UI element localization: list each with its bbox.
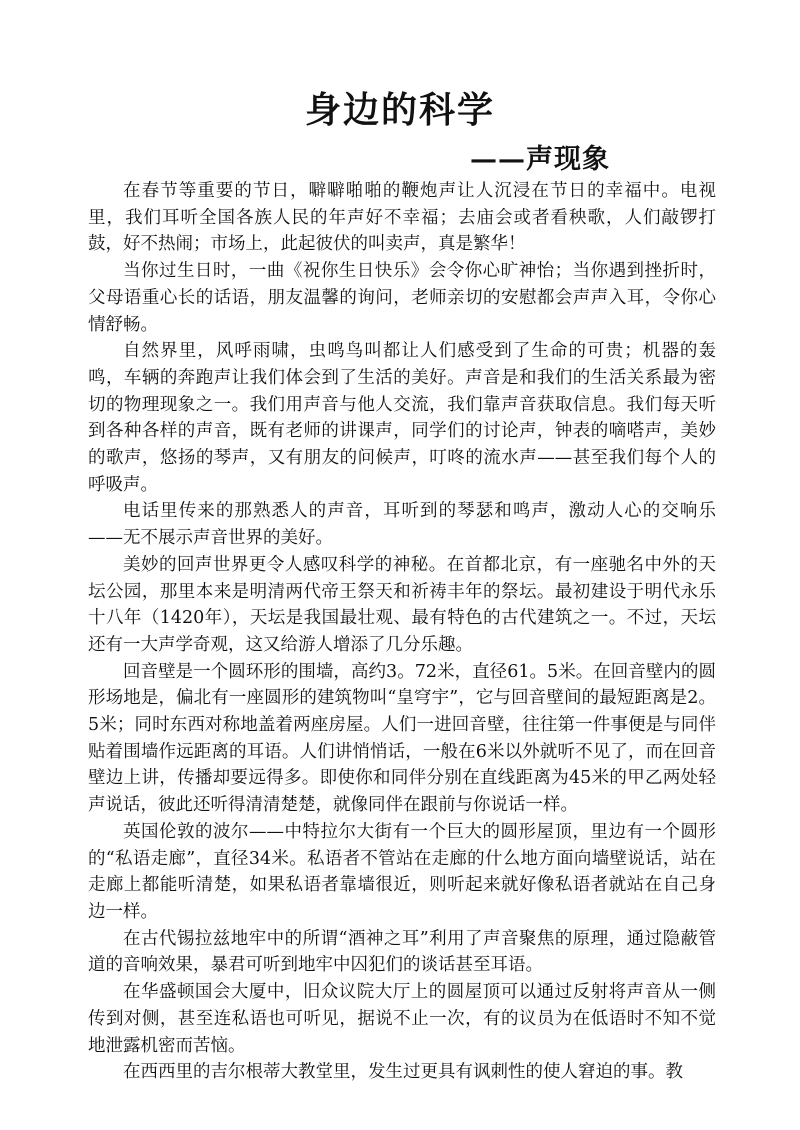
- paragraph: 自然界里，风呼雨啸，虫鸣鸟叫都让人们感受到了生命的可贵；机器的轰鸣，车辆的奔跑声让我们体会到了生活的美好。声音是和我们的生活关系最为密切的物理现象之一。我们用声音与他人交流，我们靠声音获取信息。我们每天听到各种各样的声音，既有老师的讲课声，同学们的讨论声，钟表的嘀嗒声，美妙的歌声，悠扬的琴声，又有朋友的问候声，叮咚的流水声——甚至我们每个人的呼吸声。: [88, 341, 716, 495]
- page-title: 身边的科学: [304, 89, 495, 131]
- paragraph: 当你过生日时，一曲《祝你生日快乐》会令你心旷神怡；当你遇到挫折时，父母语重心长的话语，朋友温馨的询问，老师亲切的安慰都会声声入耳，令你心情舒畅。: [88, 261, 716, 335]
- page-subtitle: ——声现象: [470, 144, 610, 175]
- paragraph: 回音壁是一个圆环形的围墙，高约3。72米，直径61。5米。在回音壁内的圆形场地是，偏北有一座圆形的建筑物叫“皇穹宇”，它与回音壁间的最短距离是2。5米；同时东西对称地盖着两座房屋。人们一进回音壁，往往第一件事便是与同伴贴着围墙作远距离的耳语。人们讲悄悄话，一般在6米以外就听不见了，而在回音壁边上讲，传播却要远得多。即使你和同伴分别在直线距离为45米的甲乙两处轻声说话，彼此还听得清清楚楚，就像同伴在跟前与你说话一样。: [88, 661, 716, 816]
- paragraph: 美妙的回声世界更令人感叹科学的神秘。在首都北京，有一座驰名中外的天坛公园，那里本来是明清两代帝王祭天和祈祷丰年的祭坛。最初建设于明代永乐十八年（1420年），天坛是我国最壮观、最有特色的古代建筑之一。不过，天坛还有一大声学奇观，这又给游人增添了几分乐趣。: [88, 554, 716, 655]
- paragraph: 在古代锡拉兹地牢中的所谓“酒神之耳”利用了声音聚焦的原理，通过隐蔽管道的音响效果，暴君可听到地牢中囚犯们的谈话甚至耳语。: [88, 928, 716, 976]
- paragraph: 英国伦敦的波尔——中特拉尔大街有一个巨大的圆形屋顶，里边有一个圆形的“私语走廊”，直径34米。私语者不管站在走廊的什么地方面向墙壁说话，站在走廊上都能听清楚，如果私语者靠墙很近，则听起来就好像私语者就站在自己身边一样。: [88, 821, 716, 922]
- paragraph: 在华盛顿国会大厦中，旧众议院大厅上的圆屋顶可以通过反射将声音从一侧传到对侧，甚至连私语也可听见，据说不止一次，有的议员为在低语时不知不觉地泄露机密而苦恼。: [88, 982, 716, 1056]
- article-body: [88, 178, 716, 1086]
- paragraph: 电话里传来的那熟悉人的声音，耳听到的琴瑟和鸣声，激动人心的交响乐——无不展示声音世界的美好。: [88, 501, 716, 549]
- paragraph: 在春节等重要的节日，噼噼啪啪的鞭炮声让人沉浸在节日的幸福中。电视里，我们耳听全国各族人民的年声好不幸福；去庙会或者看秧歌，人们敲锣打鼓，好不热闹；市场上，此起彼伏的叫卖声，真是繁华！: [88, 181, 716, 255]
- paragraph: 在西西里的吉尔根蒂大教堂里，发生过更具有讽刺性的使人窘迫的事。教: [123, 1062, 683, 1083]
